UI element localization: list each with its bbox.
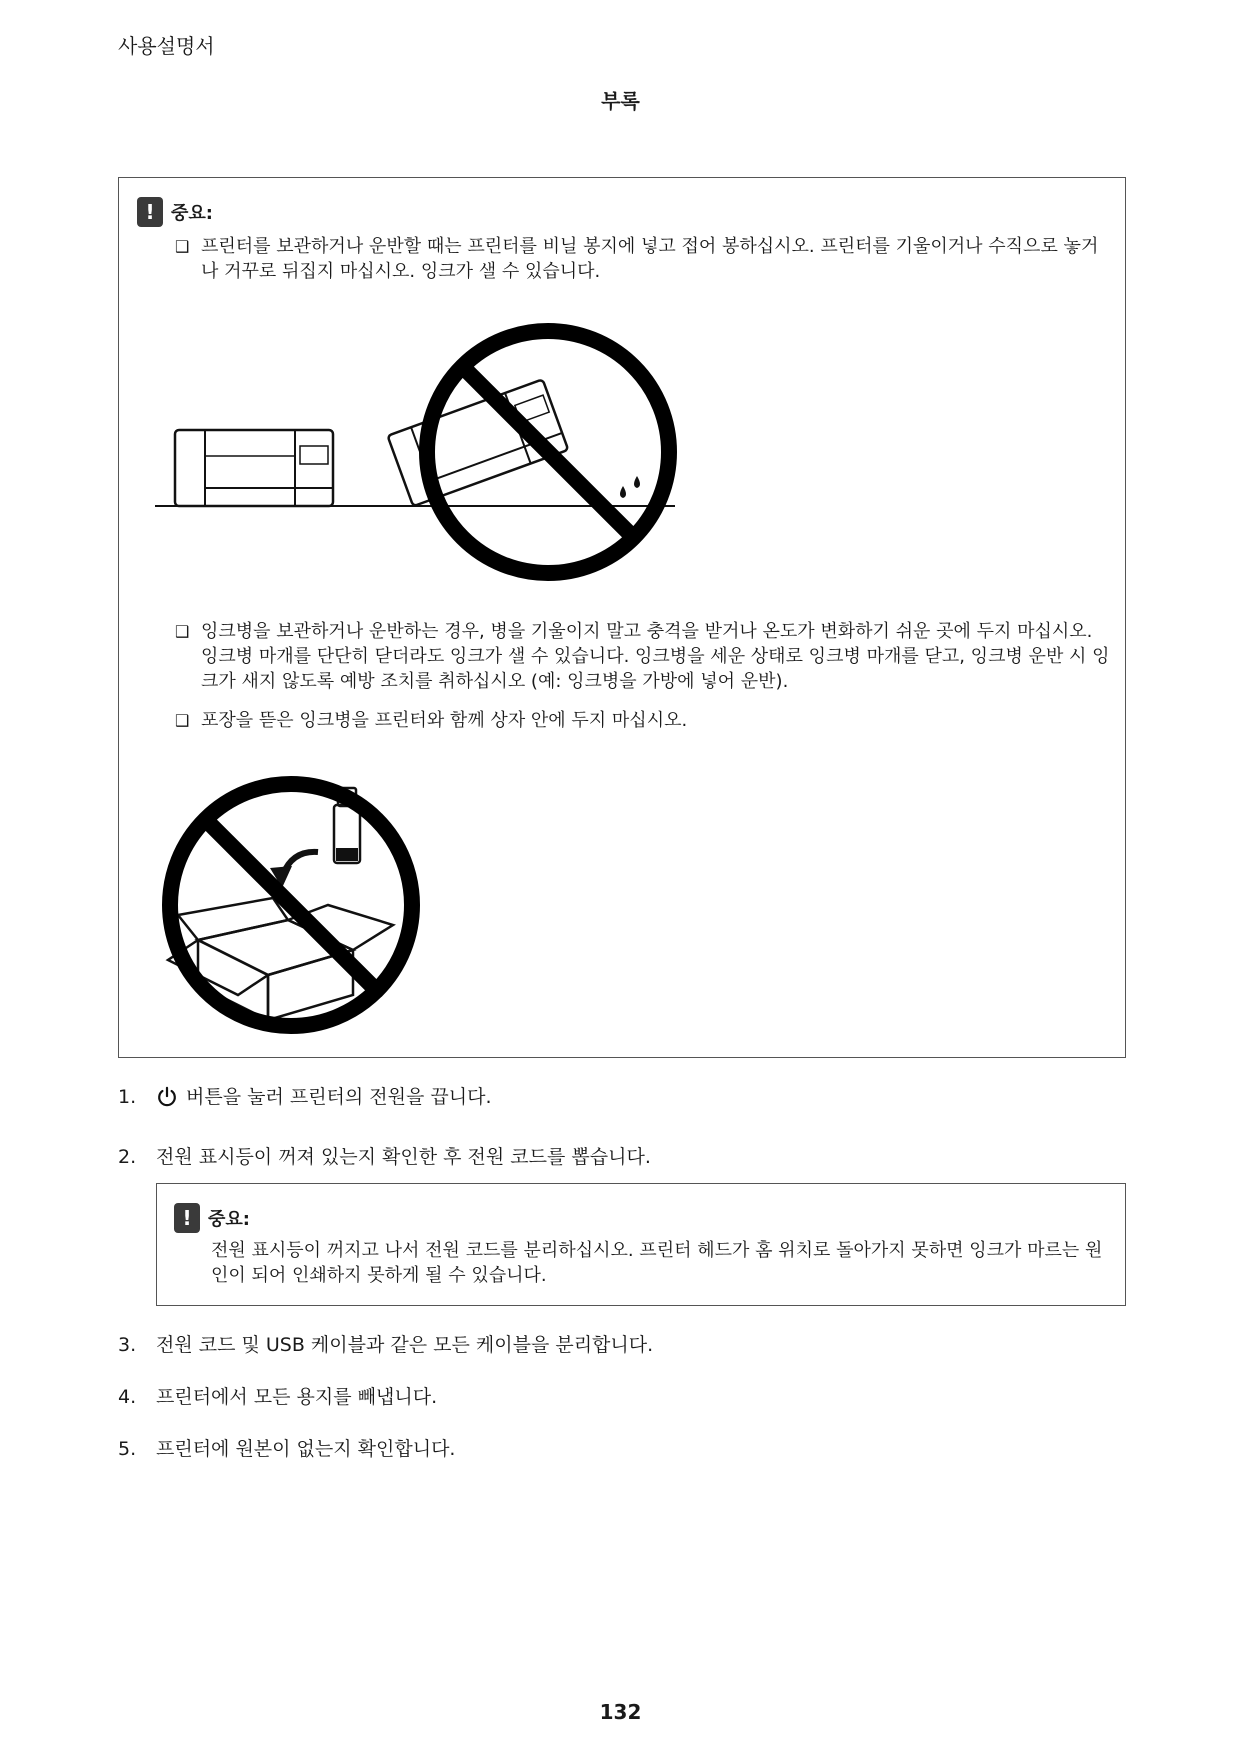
- step-text: 버튼을 눌러 프린터의 전원을 끕니다.: [186, 1086, 492, 1108]
- document-title: 사용설명서: [118, 34, 215, 58]
- power-icon: [156, 1086, 178, 1108]
- bullet-text: 잉크병을 보관하거나 운반하는 경우, 병을 기울이지 말고 충격을 받거나 온도가 변화하기 쉬운 곳에 두지 마십시오. 잉크병 마개를 단단히 닫더라도 잉크가 샐 수 있습니다. 잉크병을 세운 상태로 잉크병 마개를 닫고, 잉크병 운반 시 잉크가 새지 않도록 예방 조치를 취하십시오 (예: 잉크병을 가방에 넣어 운반).: [201, 621, 1110, 692]
- checkbox-bullet-icon: ❑: [175, 622, 190, 641]
- section-title: 부록: [601, 89, 640, 113]
- important-heading: [137, 197, 213, 227]
- exclamation-icon: !: [174, 1203, 200, 1233]
- step-item: [118, 1384, 437, 1410]
- important-label: 중요:: [171, 203, 213, 224]
- prohibition-icon: [427, 331, 669, 573]
- step-number: 5.: [118, 1438, 137, 1460]
- list-item: [175, 619, 1115, 694]
- checkbox-bullet-icon: ❑: [175, 711, 190, 730]
- list-item: [175, 234, 1115, 284]
- exclamation-icon: !: [137, 197, 163, 227]
- bullet-text: 프린터를 보관하거나 운반할 때는 프린터를 비닐 봉지에 넣고 접어 봉하십시오. 프린터를 기울이거나 수직으로 놓거나 거꾸로 뒤집지 마십시오. 잉크가 샐 수 있습니다.: [201, 236, 1099, 282]
- printer-upright-icon: [175, 430, 333, 506]
- step-number: 2.: [118, 1146, 137, 1168]
- step-item: [118, 1332, 653, 1358]
- important-heading: [174, 1203, 250, 1233]
- step-text: 프린터에 원본이 없는지 확인합니다.: [156, 1438, 456, 1460]
- step-item: [118, 1084, 492, 1110]
- important-label: 중요:: [208, 1209, 250, 1230]
- ink-drop-icon: [620, 486, 626, 498]
- page-number: 132: [599, 1700, 642, 1724]
- step-text: 전원 표시등이 꺼져 있는지 확인한 후 전원 코드를 뽑습니다.: [156, 1146, 651, 1168]
- list-item: [175, 708, 1115, 733]
- ink-drop-icon: [634, 476, 640, 488]
- step-number: 3.: [118, 1334, 137, 1356]
- step-text: 전원 코드 및 USB 케이블과 같은 모든 케이블을 분리합니다.: [156, 1334, 654, 1356]
- step-text: 프린터에서 모든 용지를 빼냅니다.: [156, 1386, 438, 1408]
- step-number: 4.: [118, 1386, 137, 1408]
- bullet-text: 포장을 뜯은 잉크병을 프린터와 함께 상자 안에 두지 마십시오.: [201, 710, 688, 731]
- prohibition-icon: [170, 784, 412, 1026]
- step-item: [118, 1436, 455, 1462]
- printer-tilt-prohibited-illustration: [155, 318, 685, 588]
- important-note-text: 전원 표시등이 꺼지고 나서 전원 코드를 분리하십시오. 프린터 헤드가 홈 위치로 돌아가지 못하면 잉크가 마르는 원인이 되어 인쇄하지 못하게 될 수 있습니다.: [211, 1240, 1103, 1286]
- step-number: 1.: [118, 1086, 137, 1108]
- ink-bottle-in-box-prohibited-illustration: [158, 770, 428, 1040]
- step-item: [118, 1144, 651, 1170]
- checkbox-bullet-icon: ❑: [175, 237, 190, 256]
